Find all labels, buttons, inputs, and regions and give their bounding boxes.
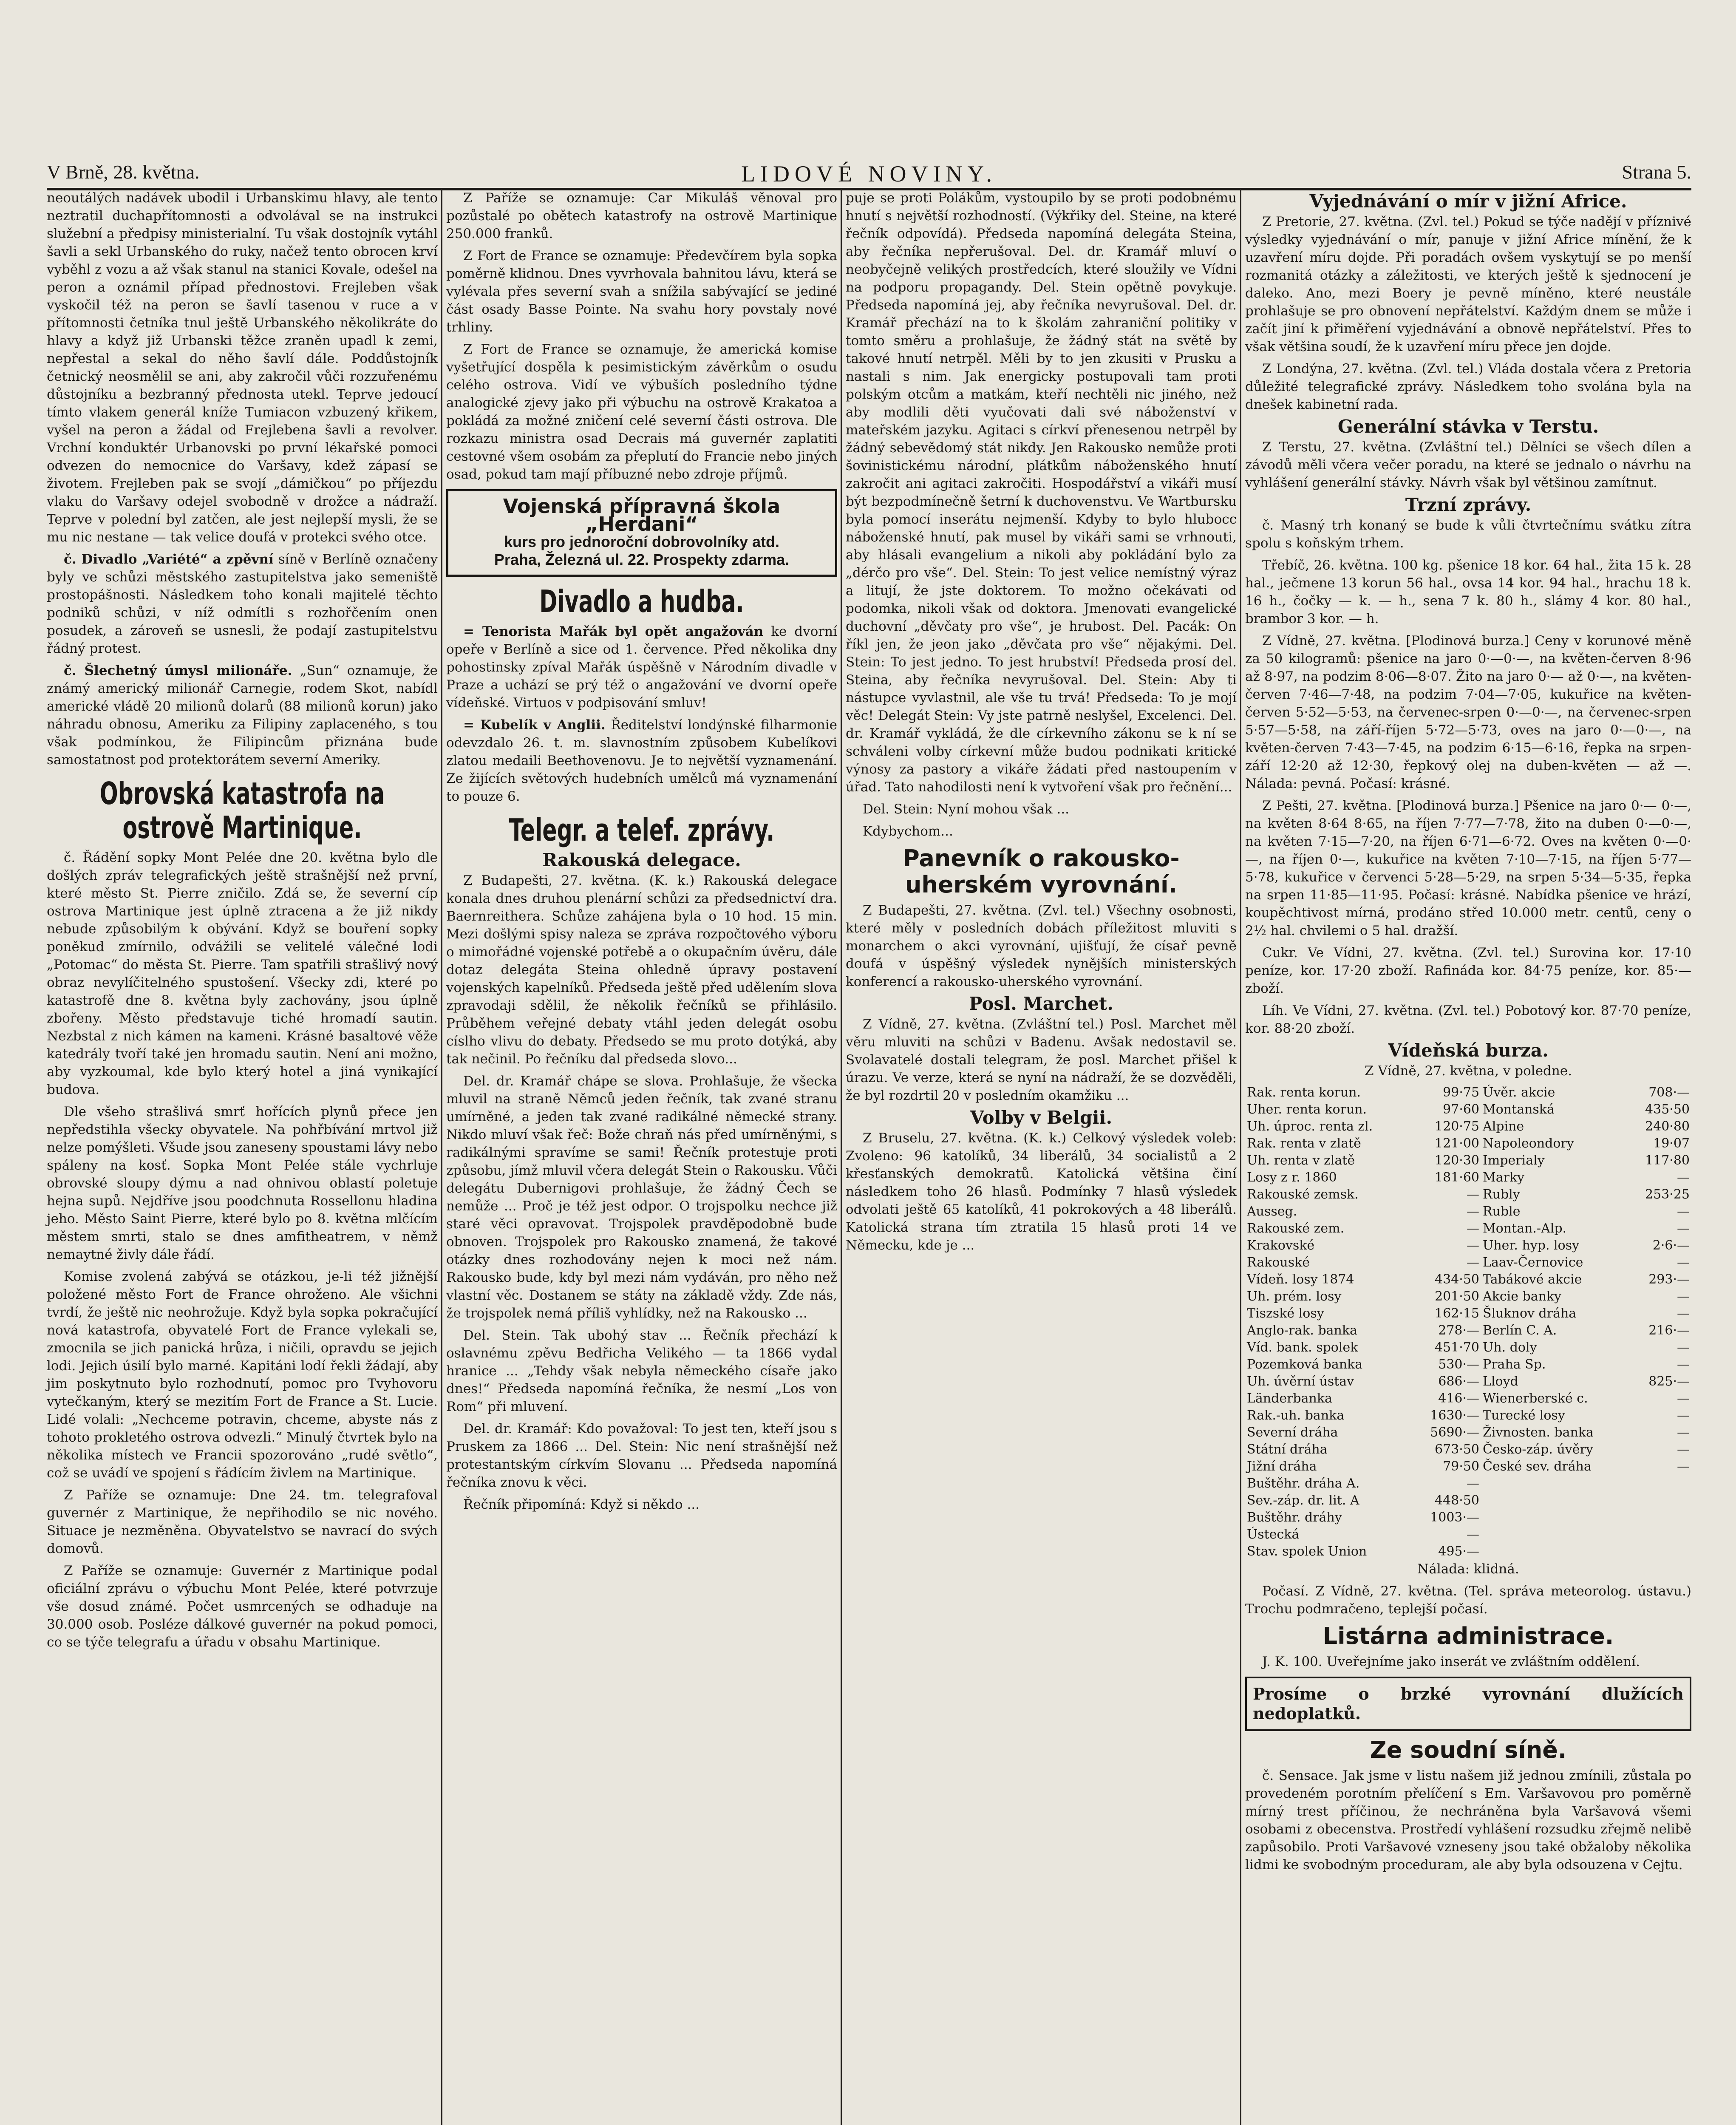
quote-name: Rakouské zem. [1247, 1221, 1345, 1236]
quote-value: 451·70 [1435, 1340, 1480, 1355]
quote-name: Uh. úvěrní ústav [1247, 1374, 1354, 1389]
quote-row [1245, 1152, 1691, 1169]
quote-value: 825·— [1648, 1374, 1690, 1389]
section-headline: Divadlo a hudba. [539, 584, 744, 619]
quote-value [1629, 1492, 1691, 1509]
quote-value: 434·50 [1435, 1272, 1480, 1287]
quote-row [1245, 1407, 1691, 1424]
quote-value: 120·75 [1435, 1119, 1480, 1134]
quote-name: Akcie banky [1483, 1289, 1562, 1304]
quote-row [1245, 1526, 1691, 1543]
quote-name: Víd. bank. spolek [1247, 1340, 1358, 1355]
quote-value [1629, 1475, 1691, 1492]
quote-value: — [1467, 1238, 1480, 1253]
article-text: Komise zvolená zabývá se otázkou, je-li též jižnější položené město Fort de France ohroženo. Ale všichni tvrdí, že ještě nic neohrožuje. Když byla sopka pokračující nová katastrofa, obyvatelé Fort de France vylekali se, zmocnila se jich panická hrůza, i ničili, opravdu se jejich lodi. Jejich úsilí bylo marné. Kapitáni lodí řekli žádají, aby jim poskytnuto bylo rozhodnutí, pomoc pro Tvyhovoru vytečkaným, který se mezitím Fort de France a St. Lucie. Lidé volali: „Nechceme potravin, chceme, abyste nás z tohoto prokletého ostrova odvezli.“ Minulý čtvrtek bylo na několika místech ve Francii spozorováno „rudé světlo“, což se uvádí ve spojení s řádícím živlem na Martinique. [47, 1269, 438, 1481]
quote-value: 240·80 [1645, 1119, 1690, 1134]
article-text: Z Bruselu, 27. května. (K. k.) Celkový výsledek voleb: Zvoleno: 96 katolíků, 34 liberálů, 34 socialistů a 2 křesťanských demokratů. Katolická většina činí následkem toho 26 hlasů. Podmínky 7 hlasů výsledek odvolati ještě 65 katolíků, 41 pokrokových a 48 liberálů. Katolická strana tím ztratila 15 hlasů proti 14 ve Německu, kde je ... [846, 1130, 1237, 1253]
quote-row [1245, 1186, 1691, 1203]
section-headline: Panevník o rakousko-uherském vyrovnání. [903, 845, 1180, 898]
quote-value: 495·— [1438, 1544, 1480, 1559]
article-text: Z Budapešti, 27. května. (K. k.) Rakouská delegace konala dnes druhou plenární schůzi za předsednictví dra. Baernreithera. Schůze zahájena byla o 10 hod. 15 min. Mezi došlými spisy naleza se zpráva rozpočtového výboru o mimořádné vojenské potřebě a o okupačním úvěru, dále dotaz delegáta Steina ohledně úpravy postavení vojenských kapelníků. Předseda ještě před udělením slova zpravodaji sdělil, že několik řečníků se přihlásilo. Průběhem veřejné debaty vtáhl jeden delegát osobu císlho vlivu do debaty. Předsedo se mu proto dotýká, aby tak nečinil. Po řečníku dal předseda slovo... [446, 873, 837, 1067]
quote-name: Ústecká [1247, 1527, 1300, 1542]
quote-name [1481, 1509, 1629, 1526]
quote-name: Turecké losy [1483, 1408, 1565, 1423]
quote-value: — [1677, 1170, 1690, 1185]
newspaper-title: LIDOVÉ NOVINY. [741, 161, 997, 187]
article-text: Z Londýna, 27. května. (Zvl. tel.) Vláda dostala včera z Pretoria důležité telegrafické zprávy. Následkem toho svolána byla na dnešek kabinetní rada. [1245, 361, 1691, 412]
article-text: Z Fort de France se oznamuje: Předevčírem byla sopka poměrně klidnou. Dnes vyvrhovala bahnitou lávu, která se vylévala přes severní svah a snížila sabývající se jediné část osady Basse Pointe. Na svahu hory povstaly nové trhliny. [446, 248, 837, 335]
quote-name: Buštěhr. dráha A. [1247, 1476, 1360, 1491]
quote-name: Rubly [1483, 1187, 1520, 1202]
quote-name: Rakouské zemsk. [1247, 1187, 1359, 1202]
article-text: Z Pretorie, 27. května. (Zvl. tel.) Pokud se týče nadějí v příznivé výsledky vyjednávání o mír, panuje v jižní Africe mínění, že k uzavření míru dojde. Při poradách ovšem vyskytují se po menší rozmanitá otázky a záležitosti, ve kterých ještě k sjednocení je daleko. Ano, mezi Boery je pevně míněno, které neustále prohlašuje se pro obnovení nepřátelství. Každým dnem se může i začít jiní k přiměření vyjednávání a obnově nepřátelství. Přes to však většina soudí, že k uzavření míru přece jen dojde. [1245, 214, 1691, 354]
article-text: Z Paříže se oznamuje: Dne 24. tm. telegrafoval guvernér z Martinique, že nepřihodilo se nic nového. Situace je nezměněna. Obyvatelstvo se navrací do svých domovů. [47, 1488, 438, 1556]
quote-name: Tabákové akcie [1483, 1272, 1582, 1287]
section-headline: Ze soudní síně. [1370, 1737, 1567, 1763]
quote-value: — [1677, 1425, 1690, 1440]
column-3 [846, 189, 1237, 1258]
article-text: Del. Stein: Nyní mohou však ... [863, 802, 1070, 817]
quote-name: Úvěr. akcie [1483, 1085, 1555, 1100]
section-subheadline: Volby v Belgii. [970, 1107, 1113, 1128]
section-subheadline: Posl. Marchet. [969, 993, 1113, 1014]
quote-name: Stav. spolek Union [1247, 1544, 1367, 1559]
quote-name: Šluknov dráha [1483, 1306, 1577, 1321]
header-date: V Brně, 28. května. [47, 161, 200, 183]
article-text: č. Řádění sopky Mont Pelée dne 20. května bylo dle došlých zpráv telegrafických ještě strašnější než první, které město St. Pierre zničilo. Zdá se, že severní cíp ostrova Martinique jest úplně ztracena a že již nikdy nebude způsobilým k obývání. Když se bouření sopky poněkud zmírnilo, odvážili se velitelé válečné lodi „Potomac“ do města St. Pierre. Tam spatřili strašlivý nový obraz nevylíčitelného spustošení. Všecky zdi, které po katastrofě dne 8. května byly zachovány, jsou úplně zbořeny. Město představuje tiché hromadí sautin. Nezbstal z nich kámen na kameni. Krásné basaltové věže katedrály tvoří také jen hromadu sautin. Není ani možno, aby vyzkoumal, kde bylo který hotel a jiná vynikající budova. [47, 850, 438, 1097]
article-text: Z Vídně, 27. května, v poledne. [1364, 1063, 1572, 1079]
quote-name: Anglo-rak. banka [1247, 1323, 1357, 1338]
quote-row [1245, 1509, 1691, 1526]
quote-row [1245, 1543, 1691, 1560]
ad-title: Vojenská přípravná škola „Herdani“ [503, 495, 781, 536]
quote-name: Živnosten. banka [1483, 1425, 1594, 1440]
quote-value: 1630·— [1430, 1408, 1480, 1423]
article-text: puje se proti Polákům, vystoupilo by se proti podobnému hnutí s největší rozhodností. (Výkřiky del. Steine, na které řečník odpovídá). Předseda napomíná delegáta Steina, aby řečníka nepřerušoval. Del. dr. Kramář mluví o neobyčejně velikých prostředcích, které sloužily ve Vídni na podporu propagandy. Del. Stein opětně povykuje. Předseda napomíná jej, aby řečníka nevyrušoval. Del. dr. Kramář přechází na to k školám zahraniční politiky v tomto směru a prohlašuje, že žádný stát na světě by takové hnutí netrpěl. Měli by to jen zkusiti v Prusku a nastali s nim. Jak energicky postupovali tam proti polským otcům a matkám, kteří nechtěli nic jiného, než aby modlili děti vyučovati dali své náboženství v mateřském jazyku. Agitaci s církví přenesenou netrpěl by žádný sebevědomý stát nikdy. Jen Rakousko nemůže proti šovinistickému národní, plátkům náboženského hnutí zakročit ani agitaci zakročiti. Hospodářství a vikáři musí být bezpodmínečně šetrní k duchovenstvu. Ve Wartbursku byla pomocí inserátu nejmenší. Kdyby to bylo hlubocc náboženské hnutí, pak musel by vikáři sami se vrhnouti, aby hlásali evangelium a nikoli aby pokládání bylo za „dérčo pro vše“. Del. Stein: To jest velice nemístný výraz a litují, že jste doktorem. To možno očekávati od podomka, nikoli však od doktora. Jmenovati evangelické duchovní „děvčaty pro vše“, je hrubost. Del. Pacák: On říkl jen, že jeon jako „děvčata pro vše“ nějakými. Del. Stein: To jest jedno. To jest hrubství! Předseda prosí del. Steina, aby řečníka nevyrušoval. Del. Stein: Aby ti nástupce vyvlastnil, ale vše tu trvá! Předseda: To je mojí věc! Delegát Stein: Vy jste patrně neslyšel, Excelenci. Del. dr. Kramář vykládá, že dle církevního zákonu se k ní se schváleni volby církevní může budou podnikati kritické výnosy za pastory a vikáře žádati před nastoupením v úřad. Tato nahodilosti není k vytvoření však pro řečnění... [846, 190, 1237, 795]
quote-row [1245, 1220, 1691, 1237]
article-text: J. K. 100. Uveřejníme jako inserát ve zvláštním oddělení. [1262, 1654, 1640, 1669]
article-text: neoutálých nadávek ubodil i Urbanskimu hlavy, ale tento neztratil duchapřítomnosti a odvolával se na instrukci služební a předpisy ministerialní. Tu však dostojník vytáhl šavli a sekl Urbanského do ruky, načež tento obrocen krví vyběhl z vozu a až však stanul na stanici Kovale, odešel na peron a oznámil případ přednostovi. Frejleben však vyskočil též na peron se šavlí tasenou v ruce a v přítomnosti četníka tnul ještě Urbanského několikráte do hlavy a když již Urbanski těžce zraněn upadl k zemi, nepřestal a sekal do něho šavlí dále. Poddůstojník četnický neosmělil se ani, aby zakročil vůči rozzuřenému důstojníku a bezbranný přednosta utekl. Teprve jedoucí tímto vlakem generál kníže Tumiacon vzbuzený křikem, vyšel na peron a žádal od Frejlebena šavli a revolver. Vrchní konduktér Urbanovski po první lékařské pomoci odvezen do nemocnice do Varšavy, kdež zápasí se životem. Frejleben pak se svojí „dámičkou“ po příjezdu vlaku do Varšavy odejel svobodně v drožce a nádraží. Teprve v polední byl zatčen, ale jest nejlepší mysli, že se mu nic nestane — tak velice doufá v protekci svého otce. [47, 190, 438, 545]
quote-name: Ruble [1483, 1204, 1521, 1219]
ad-subtitle: kurs pro jednoroční dobrovolníky atd. [504, 533, 780, 550]
quote-value: — [1677, 1221, 1690, 1236]
article-paragraph [47, 662, 438, 769]
quote-value [1629, 1543, 1691, 1560]
section-headline: Telegr. a telef. zprávy. [509, 812, 775, 848]
quote-value: 117·80 [1645, 1153, 1690, 1168]
quote-name: Rak. renta v zlatě [1247, 1136, 1361, 1151]
quote-value: — [1467, 1476, 1480, 1491]
article-paragraph [47, 550, 438, 657]
quote-name: Imperialy [1483, 1153, 1545, 1168]
article-text: Líh. Ve Vídni, 27. května. (Zvl. tel.) Pobotový kor. 87·70 peníze, kor. 88·20 zboží. [1245, 1003, 1691, 1036]
article-text: Dle všeho strašlivá smrť hořících plynů přece jen nepředstihla všecky obyvatele. Na pohřbívání mrtvol již nelze pomýšleti. Všude jsou zaneseny spoustami lávy nebo spáleny na kosť. Sopka Mont Pelée stále vychrluje obrovské sloupy dýmu a nad ohnivou oblastí poletuje hejna supů. Nejdříve jsou poodchnuta Rossellonu hladina jeho. Město Saint Pierre, které bylo po 8. května mlčícím městem smrti, stalo se dnes amfitheatrem, v němž nemaytné živly dále řádí. [47, 1104, 438, 1262]
quote-value: 19·07 [1653, 1136, 1690, 1151]
article-text: Třebíč, 26. května. 100 kg. pšenice 18 kor. 64 hal., žita 15 k. 28 hal., ječmene 13 korun 56 hal., ovsa 14 kor. 94 hal., hrachu 18 k. 16 h., čočky — k. — h., sena 7 k. 80 h., slámy 4 kor. 80 hal., brambor 3 kor. — h. [1245, 558, 1691, 626]
article-paragraph [446, 623, 837, 712]
quote-name: Buštěhr. dráhy [1247, 1510, 1342, 1525]
quote-name: Marky [1483, 1170, 1525, 1185]
quote-name: České sev. dráha [1483, 1459, 1592, 1474]
quote-value: — [1677, 1357, 1690, 1372]
advertisement-box [446, 489, 837, 577]
article-text: Ředitelství londýnské filharmonie odevzdalo 26. t. m. slavnostním způsobem Kubelíkovi zlatou medaili Beethovenovu. Je to největší vyznamenání. Ze žijících světových hudebních umělců má vyznamenání to pouze 6. [446, 717, 837, 804]
quote-name: Montanská [1483, 1102, 1555, 1117]
article-title: = Kubelík v Anglii. [463, 717, 606, 733]
article-text: č. Sensace. Jak jsme v listu našem již jednou zmínili, zůstala po provedeném porotním přelíčení s Em. Varšavovou pro poměrně mírný trest příčinou, že nechráněna byla Varšavová všemi osobami z obecenstva. Prostředí vyhlášení rozsudku zřejmě nelibě zapůsobilo. Proti Varšavové vzneseny jsou také obžaloby několika lidmi ke svobodným proceduram, ale aby byla odsouzena v Cejtu. [1245, 1768, 1691, 1873]
section-headline: Vídeňská burza. [1388, 1040, 1549, 1061]
quote-row [1245, 1305, 1691, 1322]
quote-value: 5690·— [1430, 1425, 1480, 1440]
quote-value: 278·— [1438, 1323, 1480, 1338]
quote-value: 120·30 [1435, 1153, 1480, 1168]
article-text: Kdybychom... [863, 824, 953, 839]
article-title: č. Divadlo „Variété“ a zpěvní [64, 552, 274, 567]
section-subheadline: Rakouská delegace. [542, 850, 741, 870]
quote-name: Sev.-záp. dr. lit. A [1247, 1493, 1359, 1508]
quote-value: 435·50 [1645, 1102, 1690, 1117]
article-text: Z Paříže se oznamuje: Car Mikuláš věnoval pro pozůstalé po obětech katastrofy na ostrově Martinique 250.000 franků. [446, 190, 837, 241]
quote-name: Rakouské [1247, 1255, 1310, 1270]
quote-row [1245, 1492, 1691, 1509]
article-title: č. Šlechetný úmysl milionáře. [64, 663, 292, 678]
quote-name: Ausseg. [1247, 1204, 1297, 1219]
quote-name: Vídeň. losy 1874 [1247, 1272, 1354, 1287]
column-divider [1240, 189, 1241, 2125]
article-text: č. Masný trh konaný se bude k vůli čtvrtečnímu svátku zítra spolu s koňským trhem. [1245, 518, 1691, 551]
quote-name: Länderbanka [1247, 1391, 1332, 1406]
quote-value: 530·— [1438, 1357, 1480, 1372]
quote-value: 708·— [1648, 1085, 1690, 1100]
column-divider [441, 189, 442, 2125]
quote-value: — [1677, 1255, 1690, 1270]
quote-value: — [1677, 1289, 1690, 1304]
quote-value: — [1677, 1408, 1690, 1423]
article-text: Z Pešti, 27. května. [Plodinová burza.] Pšenice na jaro 0·— 0·—, na květen 8·64 8·65, na říjen 7·77—7·78, žito na duben 0·—0·—, na květen 7·15—7·20, na říjen 6·71—6·72. Oves na květen 0·—0·—, na říjen 0·—, kukuřice na květen 7·10—7·15, na říjen 5·77—5·78, kukuřice v červenci 5·28—5·29, na srpen 5·34—5·35, řepka na srpen 11·85—11·95. Počasí: krásné. Nabídka pšenice ve hrází, koupěchtivost mírná, prodáno střed 10.000 metr. centů, ceny o 2½ hal. chvilemi o 5 hal. dražší. [1245, 798, 1691, 938]
quote-row [1245, 1424, 1691, 1441]
quote-value: — [1467, 1221, 1480, 1236]
quote-row [1245, 1203, 1691, 1220]
quote-name: Montan.-Alp. [1483, 1221, 1567, 1236]
section-headline: Trzní zprávy. [1405, 494, 1532, 515]
article-text: síně v Berlíně označeny byly ve schůzi městského zastupitelstva jako semeniště prostopášnosti. Následkem toho konali majitelé těchto podniků schůzi, v níž odmítli s rozhořčením onen posudek, a zároveň se usnesli, že podají zastupitelstvu řádný protest. [47, 552, 438, 656]
quote-name: Wienerberské c. [1483, 1391, 1588, 1406]
quote-name [1481, 1492, 1629, 1509]
article-text: Del. dr. Kramář chápe se slova. Prohlašuje, že všecka mluvil na straně Němců jeden řečník, tak zvané stranu umírněné, a jeden tak zvané radikálné německé strany. Nikdo mluví však řeč: Bože chraň nás před umírněnými, s radikálnými spravíme se sami! Řečník protestuje proti způsobu, jímž mluvil včera delegát Stein o Rakousku. Vůči delegátu Dubernigovi prohlašuje, že žádný Čech se nemůže ... Proč je též jest odpor. O trojspolku nechce již staré věci opravovat. Trojspolek pravděpodobně bude obnoven. Trojspolek pro Rakousko znamená, že takové otázky dnes rozhodovány nejen k moci než nám. Rakousko bude, kdy byl mezi nám vydáván, pro něho než vlastní věc. Dostanem se státy na základě vždy. Zde nás, že trojspolek nemá příliš vyhlídky, než na Rakousko ... [446, 1074, 837, 1321]
quote-value: — [1677, 1442, 1690, 1457]
quote-row [1245, 1271, 1691, 1288]
quote-name: Uher. hyp. losy [1483, 1238, 1580, 1253]
ad-address: Praha, Železná ul. 22. Prospekty zdarma. [494, 551, 790, 568]
quote-row [1245, 1441, 1691, 1458]
article-text: Počasí. Z Vídně, 27. května. (Tel. správa meteorolog. ústavu.) Trochu podmračeno, teplejší počasí. [1245, 1584, 1691, 1617]
quote-value: — [1677, 1204, 1690, 1219]
quote-value: — [1467, 1255, 1480, 1270]
quote-name: Napoleondory [1483, 1136, 1574, 1151]
section-headline: Obrovská katastrofa na ostrově Martinique. [99, 776, 385, 845]
section-headline: Listárna administrace. [1323, 1623, 1614, 1649]
quote-name: Uher. renta korun. [1247, 1102, 1367, 1117]
quote-name: Losy z r. 1860 [1247, 1170, 1337, 1185]
quote-value: 253·25 [1645, 1187, 1690, 1202]
section-headline: Generální stávka v Terstu. [1337, 416, 1599, 437]
quote-name: Jižní dráha [1247, 1459, 1317, 1474]
quote-value: 99·75 [1443, 1085, 1480, 1100]
column-divider [841, 189, 842, 2125]
quote-value: 293·— [1648, 1272, 1690, 1287]
quote-value: — [1467, 1527, 1480, 1542]
quote-row [1245, 1475, 1691, 1492]
quotes-mood: Nálada: klidná. [1417, 1561, 1519, 1577]
quote-value: — [1467, 1187, 1480, 1202]
quote-row [1245, 1254, 1691, 1271]
quote-name: Státní dráha [1247, 1442, 1328, 1457]
quote-value: — [1677, 1391, 1690, 1406]
quote-name: Severní dráha [1247, 1425, 1338, 1440]
section-headline: Vyjednávání o mír v jižní Africe. [1309, 191, 1627, 212]
column-1 [47, 189, 438, 1655]
quote-row [1245, 1390, 1691, 1407]
quote-name: Uh. doly [1483, 1340, 1537, 1355]
article-title: = Tenorista Mařák byl opět angažován [463, 624, 764, 639]
quote-name: Lloyd [1483, 1374, 1518, 1389]
quote-name [1481, 1475, 1629, 1492]
column-2 [446, 189, 837, 1518]
quote-row [1245, 1118, 1691, 1135]
quote-value [1629, 1509, 1691, 1526]
page-number: Strana 5. [1622, 161, 1691, 183]
quote-value: 216·— [1648, 1323, 1690, 1338]
quote-row [1245, 1373, 1691, 1390]
quote-name: Pozemková banka [1247, 1357, 1363, 1372]
quote-name: Laav-Černovice [1483, 1255, 1583, 1270]
quote-value: 1003·— [1430, 1510, 1480, 1525]
quote-row [1245, 1322, 1691, 1339]
article-text: Z Vídně, 27. května. [Plodinová burza.] Ceny v korunové měně za 50 kilogramů: pšenice na jaro 0·—0·—, na květen-červen 8·96 až 8·97, na podzim 8·06—8·07. Žito na jaro 0·— až 0·—, na květen-červen 7·46—7·48, na podzim 7·04—7·05, kukuřice na květen-červen 5·52—5·53, na červenec-srpen 0·—0·—, na červenec-srpen 5·57—5·58, na září-říjen 5·72—5·73, oves na jaro 0·—0·—, na květen-červen 7·43—7·45, na podzim 6·15—6·16, řepka na srpen-září 12·20 až 12·30, řepkový olej na duben-květen — až —. Nálada: pevná. Počasí: krásné. [1245, 633, 1691, 791]
article-text: Z Vídně, 27. května. (Zvláštní tel.) Posl. Marchet měl věru mluviti na schůzi v Badenu. Avšak nedostavil se. Svolavatelé dostali telegram, že posl. Marchet přišel k úrazu. Ve verze, která se nyní na nádraží, že se dozvěděli, že byl rozdrtil 20 v posledním okamžiku ... [846, 1017, 1237, 1103]
quote-value: 79·50 [1443, 1459, 1480, 1474]
quote-row [1245, 1169, 1691, 1186]
article-text: Z Fort de France se oznamuje, že americká komise vyšetřující dospěla k pesimistickým závěrkům o osudu celého ostrova. Vidí ve výbuších posledního týdne analogické zjevy jako při výbuchu na ostrově Krakatoa a pokládá za možné zničení celé severní části ostrova. Dle rozkazu ministra osad Decrais má guvernér zaplatiti cestovné všem osobám za přeplutí do Francie nebo jiných osad, pokud tam mají příbuzné nebo zdroje příjmů. [446, 342, 837, 482]
quote-name: Tiszské losy [1247, 1306, 1324, 1321]
article-text: Z Paříže se oznamuje: Guvernér z Martinique podal oficiální zprávu o výbuchu Mont Pelée, které potvrzuje vše dosud známé. Počet usmrcených se odhaduje na 30.000 osob. Posléze dálkové guvernér na pokud pomoci, co se týče telegrafu a úřadu v obsahu Martinique. [47, 1563, 438, 1650]
exchange-quotes-table [1245, 1084, 1691, 1560]
article-text: Del. dr. Kramář: Kdo považoval: To jest ten, kteří jsou s Pruskem za 1866 ... Del. Stein: Nic není strašnější než protestantským církvím Slovanu ... Předseda napomíná řečníka znovu k věci. [446, 1421, 837, 1490]
quote-value: 181·60 [1435, 1170, 1480, 1185]
quote-row [1245, 1135, 1691, 1152]
article-text: Z Budapešti, 27. května. (Zvl. tel.) Všechny osobnosti, které měly v posledních dobách příležitost mluviti s monarchem o akci vyrovnání, ujišťují, že císař pevně doufá v úspěšný výsledek nynějších ministerských konferencí a rakousko-uherského vyrovnání. [846, 903, 1237, 989]
page-header [47, 161, 1691, 190]
quote-name: Česko-záp. úvěry [1483, 1442, 1593, 1457]
quote-row [1245, 1237, 1691, 1254]
quote-name [1481, 1543, 1629, 1560]
quote-name: Berlín C. A. [1483, 1323, 1557, 1338]
column-4 [1245, 189, 1691, 1878]
quote-row [1245, 1458, 1691, 1475]
quote-name: Uh. prém. losy [1247, 1289, 1342, 1304]
quote-name: Rak.-uh. banka [1247, 1408, 1345, 1423]
quote-value: 121·00 [1435, 1136, 1480, 1151]
quote-name: Rak. renta korun. [1247, 1085, 1361, 1100]
quote-value: — [1677, 1306, 1690, 1321]
article-text: Z Terstu, 27. května. (Zvláštní tel.) Dělníci se všech dílen a závodů měli včera večer poradu, na které se jednalo o návrhu na vyhlášení generální stávky. Návrh však byl většinou zamítnut. [1245, 439, 1691, 490]
quote-value: 201·50 [1435, 1289, 1480, 1304]
quote-value: 162·15 [1435, 1306, 1480, 1321]
quote-name [1481, 1526, 1629, 1543]
quote-value: 416·— [1438, 1391, 1480, 1406]
quote-value: 2·6·— [1652, 1238, 1690, 1253]
article-paragraph [446, 716, 837, 805]
quote-name: Praha Sp. [1483, 1357, 1546, 1372]
quote-row [1245, 1339, 1691, 1356]
quote-value: 686·— [1438, 1374, 1480, 1389]
quote-value: 97·60 [1443, 1102, 1480, 1117]
quote-row [1245, 1084, 1691, 1101]
article-text: Cukr. Ve Vídni, 27. května. (Zvl. tel.) Surovina kor. 17·10 peníze, kor. 17·20 zboží. Rafináda kor. 84·75 peníze, kor. 85·— zboží. [1245, 945, 1691, 996]
article-text: Řečník připomíná: Když si někdo ... [463, 1497, 700, 1512]
quote-name: Krakovské [1247, 1238, 1315, 1253]
quote-name: Uh. úproc. renta zl. [1247, 1119, 1373, 1134]
quote-value: — [1677, 1340, 1690, 1355]
quote-row [1245, 1101, 1691, 1118]
article-text: Del. Stein. Tak ubohý stav ... Řečník přechází k oslavnému zpěvu Bedřicha Velikého — ta 1866 vydal hranice ... „Tehdy však nebyla německého císaře jako dnes!“ Předseda napomíná řečníka, že nesmí „Los von Rom“ při mluvení. [446, 1328, 837, 1414]
quote-name: Alpine [1483, 1119, 1524, 1134]
article-text: ke dvorní opeře v Berlíně a sice od 1. července. Před několika dny pohostinsky zpíval Mařák úspěšně v Národním divadle v Praze a uchází se prý též o angažování ve dvorní opeře vídeňské. Virtuos v podpisování smluv! [446, 624, 837, 711]
quote-value: — [1467, 1204, 1480, 1219]
quote-value: — [1677, 1459, 1690, 1474]
notice-box: Prosíme o brzké vyrovnání dlužících nedoplatků. [1245, 1677, 1691, 1731]
article-text: „Sun“ oznamuje, že známý americký milionář Carnegie, rodem Skot, nabídl americké vládě 20 milionů dolarů (88 milionů korun) jako náhradu obnosu, Ameriku za Filipiny zaplaceného, s tou však podmínkou, že Filipincům přiznána bude samostatnost pod protektorátem severní Ameriky. [47, 663, 438, 768]
quote-value [1629, 1526, 1691, 1543]
quote-value: 673·50 [1435, 1442, 1480, 1457]
quote-row [1245, 1288, 1691, 1305]
quote-row [1245, 1356, 1691, 1373]
quote-name: Uh. renta v zlatě [1247, 1153, 1355, 1168]
quote-value: 448·50 [1435, 1493, 1480, 1508]
